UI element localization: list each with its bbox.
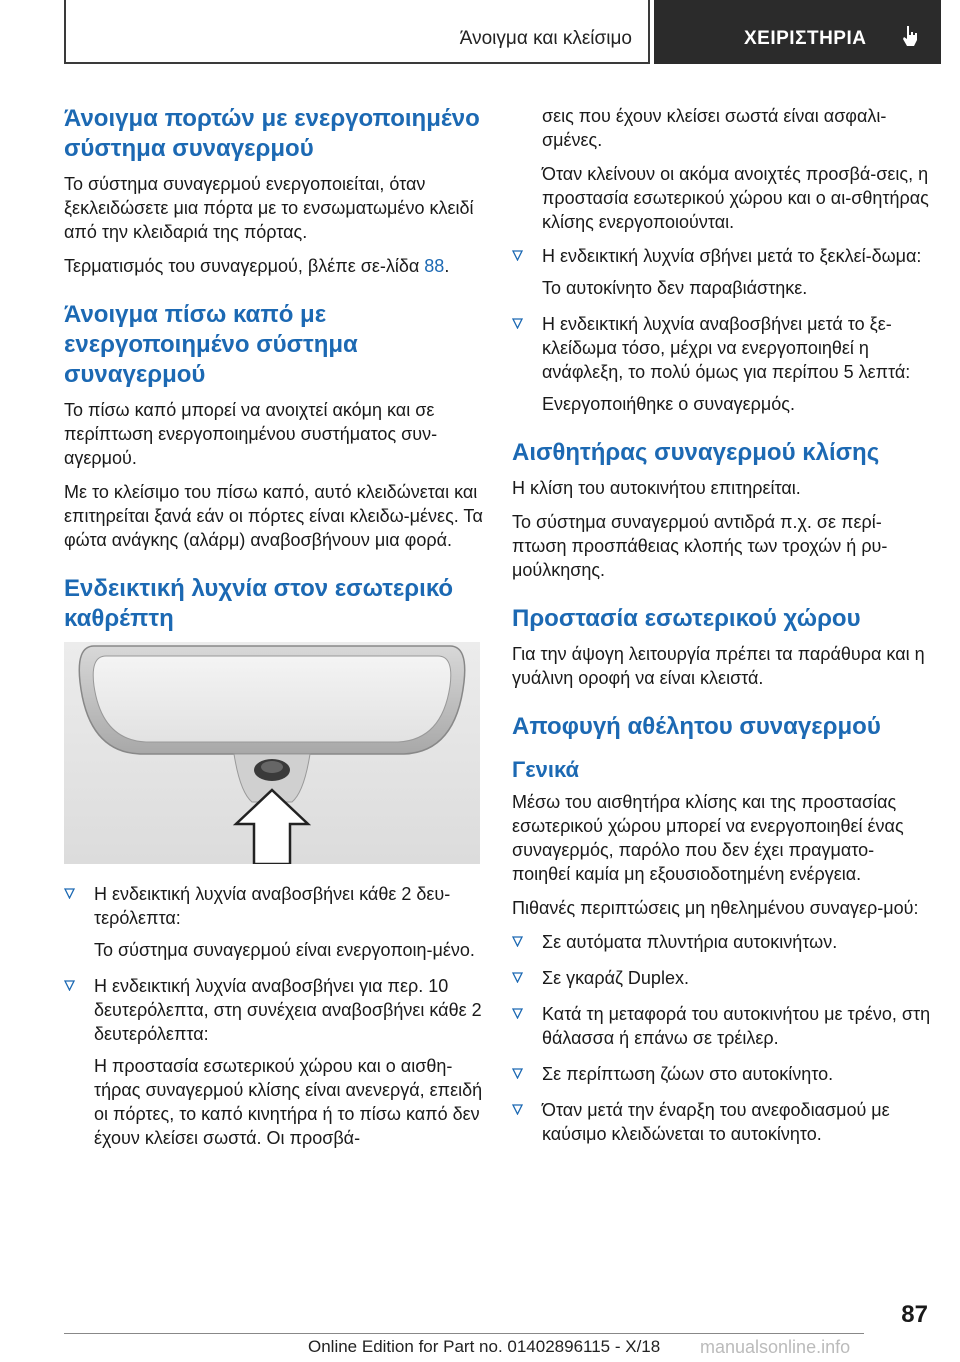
paragraph: Το πίσω καπό μπορεί να ανοιχτεί ακόμη και σε περίπτωση ενεργοποιημένου συστήματος συν-αγερμού. [64, 400, 438, 468]
header-section-box [64, 0, 650, 64]
triangle-bullet-icon [512, 936, 523, 947]
triangle-bullet-icon [64, 888, 75, 899]
list-item-result: Το αυτοκίνητο δεν παραβιάστηκε. [542, 278, 808, 298]
section-mirror-indicator [64, 574, 484, 1150]
list-item [512, 244, 932, 300]
triangle-bullet-icon [512, 972, 523, 983]
section-tilt-sensor [512, 438, 932, 582]
footer-divider [64, 1333, 864, 1334]
watermark: manualsonline.info [700, 1337, 851, 1357]
left-column [64, 104, 484, 1162]
header-section-title: Άνοιγμα και κλείσιμο [459, 28, 632, 49]
section-open-doors [64, 104, 484, 278]
list-item [512, 1062, 932, 1086]
list-item [64, 882, 484, 962]
list-item-text: Όταν μετά την έναρξη του ανεφοδιασμού με καύσιμο κλειδώνεται το αυτοκίνητο. [542, 1100, 890, 1144]
list-item [512, 930, 932, 954]
header-chapter-title: ΧΕΙΡΙΣΤΗΡΙΑ [744, 28, 867, 49]
section-title: Αποφυγή αθέλητου συναγερμού [512, 713, 881, 740]
list-item [512, 1002, 932, 1050]
mirror-illustration [64, 642, 480, 864]
triangle-bullet-icon [512, 1008, 523, 1019]
triangle-bullet-icon [512, 1104, 523, 1115]
right-column [512, 104, 932, 1158]
paragraph: Μέσω του αισθητήρα κλίσης και της προστασίας εσωτερικού χώρου μπορεί να ενεργοποιηθεί ένας συναγερμός, παρόλο που δεν έχει πραγματο-ποιηθεί καμία μη εξουσιοδοτημένη ενέργεια. [512, 792, 904, 884]
list-item-text: Κατά τη μεταφορά του αυτοκινήτου με τρένο, στη θάλασσα ή επάνω σε τρέιλερ. [542, 1004, 931, 1048]
list-item-result: Η προστασία εσωτερικού χώρου και ο αισθη-τήρας συναγερμού κλίσης είναι ανενεργά, επειδή οι πόρτες, το καπό κινητήρα ή το πίσω καπό δεν έχουν κλείσει σωστά. Οι προσβά- [94, 1056, 483, 1148]
paragraph: σεις που έχουν κλείσει σωστά είναι ασφαλι-σμένες. [542, 106, 887, 150]
list-item-text: Η ενδεικτική λυχνία αναβοσβήνει για περ. 10 δευτερόλεπτα, στη συνέχεια αναβοσβήνει κάθε 2 δευτερόλεπτα: [94, 976, 482, 1044]
paragraph: Πιθανές περιπτώσεις μη ηθελημένου συναγερ-μού: [512, 898, 919, 918]
paragraph: Όταν κλείνουν οι ακόμα ανοιχτές προσβά-σεις, η προστασία εσωτερικού χώρου και ο αι-σθητήρας κλίσης ενεργοποιούνται. [542, 164, 929, 232]
list-item [512, 312, 932, 416]
header-chapter-box [654, 0, 941, 64]
footer-edition: Online Edition for Part no. 01402896115 - X/18 [308, 1337, 661, 1356]
list-item-text: Η ενδεικτική λυχνία αναβοσβήνει μετά το ξε-κλείδωμα τόσο, μέχρι να ενεργοποιηθεί η ανάφλεξη, το πολύ όμως για περίπου 5 λεπτά: [542, 314, 911, 382]
section-title: Άνοιγμα πίσω καπό με ενεργοποιημένο σύστημα συναγερμού [64, 301, 358, 388]
list-item [512, 1098, 932, 1146]
list-item-text: Η ενδεικτική λυχνία σβήνει μετά το ξεκλεί-δωμα: [542, 246, 922, 266]
subsection-title: Γενικά [512, 757, 580, 782]
list-item [512, 966, 932, 990]
triangle-bullet-icon [512, 318, 523, 329]
list-item [64, 974, 484, 1150]
list-item-result: Το σύστημα συναγερμού είναι ενεργοποιη-μένο. [94, 940, 475, 960]
list-item-result: Ενεργοποιήθηκε ο συναγερμός. [542, 394, 795, 414]
list-item-text: Σε αυτόματα πλυντήρια αυτοκινήτων. [542, 932, 838, 952]
text: . [444, 256, 450, 276]
list-item-text: Η ενδεικτική λυχνία αναβοσβήνει κάθε 2 δευ-τερόλεπτα: [94, 884, 451, 928]
page-number: 87 [901, 1301, 928, 1328]
list-item-text: Σε γκαράζ Duplex. [542, 968, 689, 988]
paragraph: Το σύστημα συναγερμού αντιδρά π.χ. σε περί-πτωση προσπάθειας κλοπής των τροχών ή ρυ-μούλκησης. [512, 512, 888, 580]
section-open-trunk [64, 300, 484, 552]
page-link[interactable]: 88 [424, 256, 445, 276]
hand-pointer-icon [898, 24, 922, 48]
paragraph: Με το κλείσιμο του πίσω καπό, αυτό κλειδώνεται και επιτηρείται ξανά εάν οι πόρτες είναι κλειδω-μένες. Τα φώτα ανάγκης (αλάρμ) αναβοσβήνουν μια φορά. [64, 482, 483, 550]
section-interior-protection [512, 604, 932, 690]
paragraph: Η κλίση του αυτοκινήτου επιτηρείται. [512, 478, 801, 498]
section-title: Άνοιγμα πορτών με ενεργοποιημένο σύστημα συναγερμού [64, 105, 480, 162]
section-title: Ενδεικτική λυχνία στον εσωτερικό καθρέπτη [64, 575, 454, 632]
section-title: Αισθητήρας συναγερμού κλίσης [512, 439, 880, 466]
section-avoid-false-alarm [512, 712, 932, 1146]
paragraph: Για την άψογη λειτουργία πρέπει τα παράθυρα και η γυάλινη οροφή να είναι κλειστά. [512, 644, 925, 688]
continued-text [512, 104, 932, 234]
list-item-text: Σε περίπτωση ζώων στο αυτοκίνητο. [542, 1064, 834, 1084]
section-title: Προστασία εσωτερικού χώρου [512, 605, 861, 632]
text: Τερματισμός του συναγερμού, βλέπε σε-λίδα [64, 256, 425, 276]
triangle-bullet-icon [512, 1068, 523, 1079]
paragraph-reference [64, 254, 484, 278]
triangle-bullet-icon [512, 250, 523, 261]
triangle-bullet-icon [64, 980, 75, 991]
paragraph: Το σύστημα συναγερμού ενεργοποιείται, όταν ξεκλειδώσετε μια πόρτα με το ενσωματωμένο κλειδί από την κλειδαριά της πόρτας. [64, 174, 474, 242]
